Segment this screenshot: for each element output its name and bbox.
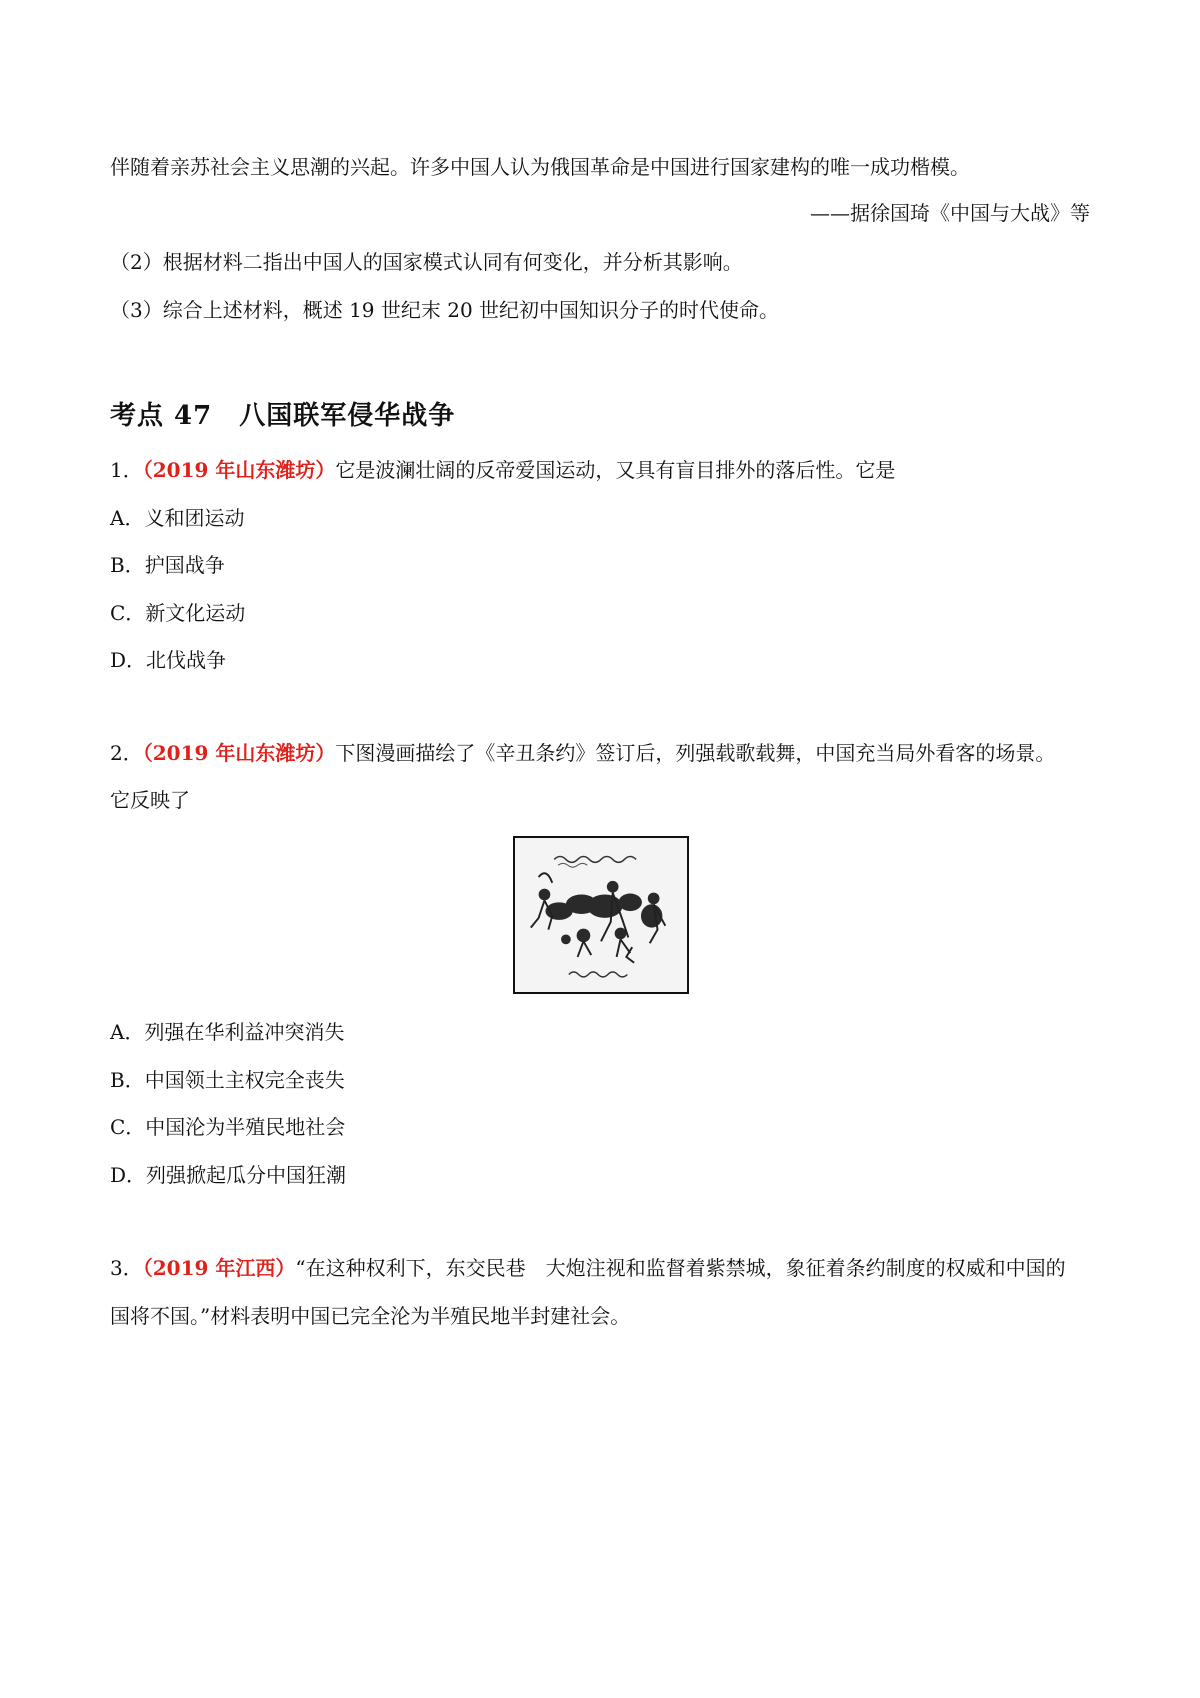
option-a: A．列强在华利益冲突消失 [110, 1020, 345, 1044]
section-heading: 考点 47 八国联军侵华战争 [110, 401, 456, 431]
question-number: 2． [110, 741, 143, 765]
option-d: D．列强掀起瓜分中国狂潮 [110, 1163, 347, 1187]
option-c: C．中国沦为半殖民地社会 [110, 1115, 346, 1139]
question-number: 3． [110, 1256, 143, 1280]
option-b: B．护国战争 [110, 553, 225, 577]
option-b: B．中国领土主权完全丧失 [110, 1068, 345, 1092]
question-text: 它是波澜壮阔的反帝爱国运动，又具有盲目排外的落后性。它是 [335, 458, 896, 482]
option-d: D．北伐战争 [110, 648, 227, 672]
sub-question-2: （2）根据材料二指出中国人的国家模式认同有何变化，并分析其影响。 [110, 250, 743, 274]
question-text: “在这种权利下，东交民巷 大炮注视和监督着紫禁城，象征着条约制度的权威和中国的 [295, 1256, 1066, 1280]
sub-question-3: （3）综合上述材料，概述 19 世纪末 20 世纪初中国知识分子的时代使命。 [110, 298, 780, 322]
option-c: C．新文化运动 [110, 601, 246, 625]
option-a: A．义和团运动 [110, 506, 245, 530]
question-number: 1． [110, 458, 143, 482]
cartoon-illustration [515, 838, 687, 992]
question-1-stem [110, 455, 895, 485]
material-source: ——据徐国琦《中国与大战》等 [810, 201, 1090, 225]
question-source: （2019 年山东潍坊） [142, 458, 336, 482]
question-source: （2019 年江西） [142, 1256, 296, 1280]
question-source: （2019 年山东潍坊） [142, 741, 336, 765]
question-3-stem [110, 1253, 1066, 1283]
question-3-stem-continued: 国将不国。”材料表明中国已完全沦为半殖民地半封建社会。 [110, 1304, 631, 1328]
question-2-stem-continued: 它反映了 [110, 788, 190, 812]
question-text: 下图漫画描绘了《辛丑条约》签订后，列强载歌载舞，中国充当局外看客的场景。 [335, 741, 1056, 765]
material-text: 伴随着亲苏社会主义思潮的兴起。许多中国人认为俄国革命是中国进行国家建构的唯一成功楷模。 [110, 155, 970, 179]
question-2-stem [110, 738, 1055, 768]
cartoon-image [513, 836, 689, 994]
